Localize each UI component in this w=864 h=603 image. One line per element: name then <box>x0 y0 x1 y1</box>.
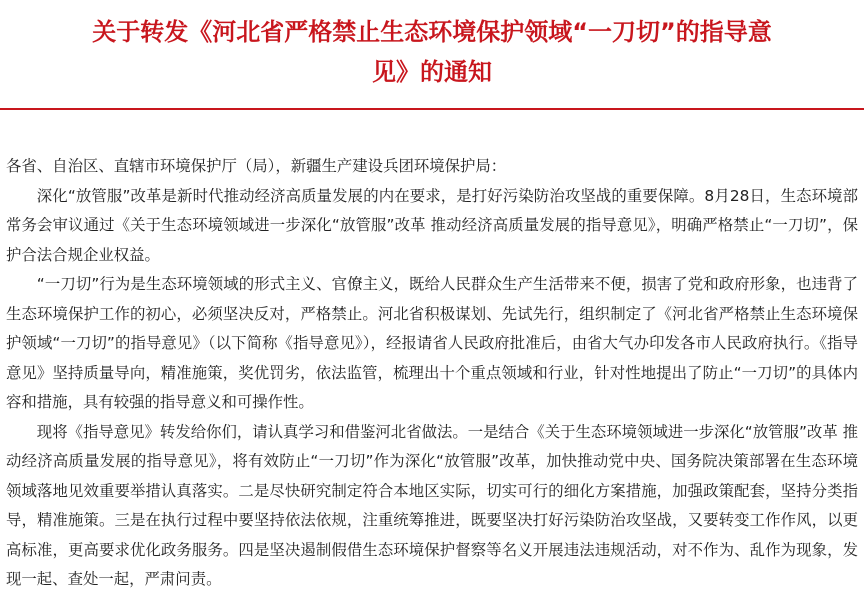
notice-title-line-1: 关于转发《河北省严格禁止生态环境保护领域“一刀切”的指导意 <box>92 18 772 46</box>
paragraph-2: “一刀切”行为是生态环境领域的形式主义、官僚主义，既给人民群众生产生活带来不便，损害了党和政府形象，也违背了生态环境保护工作的初心，必须坚决反对，严格禁止。河北省积极谋划、先试先行，组织制定了《河北省严格禁止生态环境保护领域“一刀切”的指导意见》（以下简称《指导意见》），经报请省人民政府批准后，由省大气办印发各市人民政府执行。《指导意见》坚持质量导向，精准施策，奖优罚劣，依法监管，梳理出十个重点领域和行业，针对性地提出了防止“一刀切”的具体内容和措施，具有较强的指导意义和可操作性。 <box>6 275 858 411</box>
notice-body <box>6 152 858 595</box>
notice-title-line-2: 见》的通知 <box>372 58 492 86</box>
title-divider <box>0 108 864 110</box>
paragraph-3: 现将《指导意见》转发给你们，请认真学习和借鉴河北省做法。一是结合《关于生态环境领域进一步深化“放管服”改革 推动经济高质量发展的指导意见》，将有效防止“一刀切”作为深化“放管服”改革，加快推动党中央、国务院决策部署在生态环境领域落地见效重要举措认真落实。二是尽快研究制定符合本地区实际，切实可行的细化方案措施，加强政策配套，坚持分类指导，精准施策。三是在执行过程中要坚持依法依规，注重统筹推进，既要坚决打好污染防治攻坚战，又要转变工作作风，以更高标准，更高要求优化政务服务。四是坚决遏制假借生态环境保护督察等名义开展违法违规活动，对不作为、乱作为现象，发现一起、查处一起，严肃问责。 <box>6 422 858 588</box>
salutation: 各省、自治区、直辖市环境保护厅（局），新疆生产建设兵团环境保护局： <box>6 157 507 175</box>
paragraph-1: 深化“放管服”改革是新时代推动经济高质量发展的内在要求，是打好污染防治攻坚战的重要保障。8月28日，生态环境部常务会审议通过《关于生态环境领域进一步深化“放管服”改革 推动经济高质量发展的指导意见》，明确严格禁止“一刀切”，保护合法合规企业权益。 <box>6 186 858 264</box>
notice-title <box>0 12 864 92</box>
